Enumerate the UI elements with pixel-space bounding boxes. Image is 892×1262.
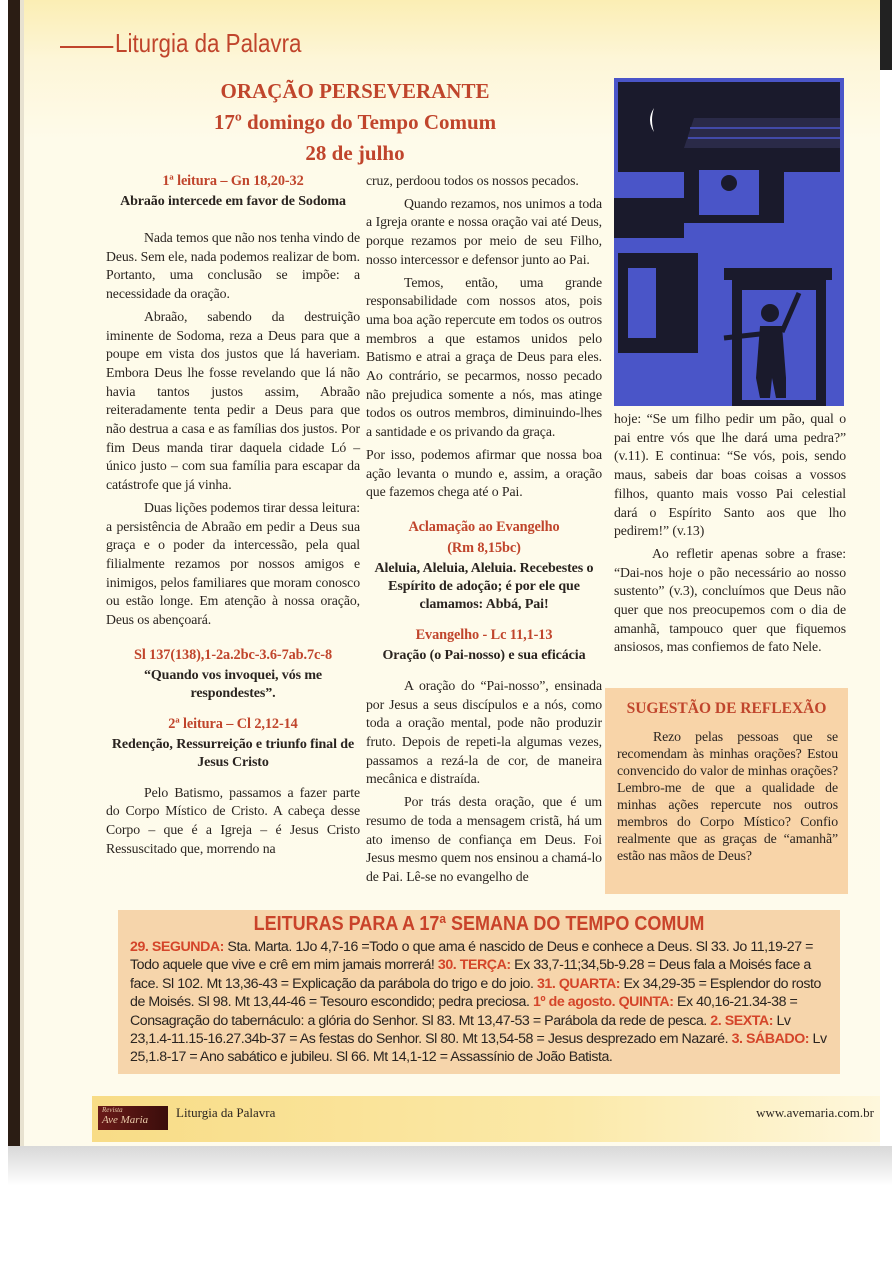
spacer	[106, 703, 360, 715]
paragraph: Nada temos que não nos tenha vindo de Deus. Sem ele, nada podemos realizar de bom. Portanto, uma conclusão se impõe: a necessidade da oração.	[106, 230, 360, 302]
illustration-man-at-door-night	[614, 78, 844, 406]
section-header	[60, 28, 301, 59]
day-label: 31. QUARTA:	[536, 975, 621, 992]
gospel-heading: Evangelho - Lc 11,1-13	[415, 626, 553, 643]
reading2-title: Redenção, Ressurreição e triunfo final de Jesus Cristo	[111, 736, 355, 770]
day-label: 1º de agosto. QUINTA:	[532, 994, 674, 1011]
ave-maria-logo	[98, 1106, 168, 1130]
reflection-title: SUGESTÃO DE REFLEXÃO	[626, 700, 827, 717]
acclamation-heading: Aclamação ao Evangelho	[408, 518, 560, 535]
acclamation-ref: (Rm 8,15bc)	[447, 539, 521, 556]
column-2	[366, 172, 602, 891]
gospel-title: Oração (o Pai-nosso) e sua eficácia	[382, 647, 586, 663]
spacer	[366, 665, 602, 677]
day-label: 2. SEXTA:	[710, 1012, 773, 1029]
paragraph: Ao refletir apenas sobre a frase: “Dai-nos hoje o pão necessário ao nosso sustento” (v.3), concluímos que Deus não quer que nos preocupemos com o dia de amanhã, tampouco quer que fiquemos ansiosos, mas confiemos de fato Nele.	[614, 545, 846, 655]
footer-section-label: Liturgia da Palavra	[176, 1105, 276, 1120]
logo-small-text: Revista	[102, 1106, 123, 1114]
binding-edge-light	[20, 0, 24, 1150]
paragraph: cruz, perdoou todos os nossos pecados.	[366, 173, 579, 188]
paragraph: Por trás desta oração, que é um resumo de toda a mensagem cristã, há um ato imenso de confiança em Deus. Foi Jesus mesmo quem nos ensinou a chamá-lo de Pai. Lê-se no evangelho de	[366, 794, 602, 884]
weekly-readings-title: LEITURAS PARA A 17ª SEMANA DO TEMPO COMUM	[253, 913, 705, 935]
reading2-heading: 2ª leitura – Cl 2,12-14	[168, 715, 298, 732]
column-1	[106, 172, 360, 863]
section-title: Liturgia da Palavra	[115, 28, 302, 58]
reflection-text: Rezo pelas pessoas que se recomendam às minhas orações? Estou convencido do valor de minhas orações? Lembro-me de que a qualidade de minhas ações repercute nos outros membros do Corpo Místico? Confio realmente que as graças de “amanhã” estão nas mãos de Deus?	[617, 729, 838, 863]
reading1-heading: 1ª leitura – Gn 18,20-32	[162, 173, 304, 189]
reflection-box	[605, 688, 848, 894]
psalm-response: “Quando vos invoquei, vós me respondestes”.	[143, 667, 323, 701]
paragraph: Temos, então, uma grande responsabilidade com nossos atos, pois uma boa ação repercute em todos os outros membros a que estamos unidos pelo Batismo e atrai a graça de Deus para eles. Ao contrário, se pecarmos, nosso pecado não prejudica somente a nós, mas atinge todos os outros membros, diminuindo-lhes a santidade e os privando da graça.	[366, 274, 602, 440]
day-text: Lv 23,1.4-11.15-16.27.34b-37 = As festas do Senhor. Sl 80. Mt 13,54-58 = Jesus desprezado em Nazaré.	[130, 1012, 791, 1048]
psalm-heading: Sl 137(138),1-2a.2bc-3.6-7ab.7c-8	[133, 646, 333, 663]
paragraph: Quando rezamos, nos unimos a toda a Igreja orante e nossa oração vai até Deus, porque rezamos por meio de seu Filho, nosso intercessor e defensor junto ao Pai.	[366, 195, 602, 267]
spacer	[106, 772, 360, 784]
spacer	[366, 614, 602, 626]
weekly-readings-box	[118, 910, 840, 1074]
spacer	[106, 211, 360, 229]
footer-url: www.avemaria.com.br	[756, 1105, 874, 1120]
spacer	[366, 506, 602, 518]
day-label: 29. SEGUNDA:	[130, 939, 224, 955]
paragraph: hoje: “Se um filho pedir um pão, qual o pai entre vós que lhe dará uma pedra?” (v.11). E continua: “Se vós, pois, sendo maus, sabeis dar boas coisas a vossos filhos, quanto mais vosso Pai celestial dará o Espírito Santo aos que lho pedirem!” (v.13)	[614, 411, 846, 539]
day-text: Ex 34,29-35 = Esplendor do rosto de Moisés. Sl 98. Mt 13,44-46 = Tesouro escondido; pedra preciosa.	[130, 975, 821, 1011]
day-text: Lv 25,1.8-17 = Ano sabático e jubileu. Sl 66. Mt 14,1-12 = Assassínio de João Batista.	[130, 1031, 827, 1066]
day-text: Ex 40,16-21.34-38 = Consagração do tabernáculo: a glória do Senhor. Sl 83. Mt 13,47-53 = Parábola da rede de pesca.	[130, 994, 798, 1029]
column-3	[614, 410, 846, 661]
scan-shadow	[8, 1146, 892, 1262]
day-text: Ex 33,7-11;34,5b-9.28 = Deus fala a Moisés face a face. Sl 102. Mt 13,36-43 = Explicação da parábola do trigo e do joio.	[130, 957, 811, 992]
spacer	[106, 634, 360, 646]
weekly-readings-text	[130, 938, 830, 1067]
sunday-title: 17º domingo do Tempo Comum	[213, 110, 497, 134]
paragraph: A oração do “Pai-nosso”, ensinada por Jesus a seus discípulos e a nós, como toda a oração mental, pode não produzir fruto. Depois de repeti-la algumas vezes, passamos a rezá-la de cor, de maneira mecânica e distraída.	[366, 677, 602, 787]
reading1-title: Abraão intercede em favor de Sodoma	[120, 194, 346, 209]
article-titles	[160, 76, 550, 169]
paragraph: Pelo Batismo, passamos a fazer parte do Corpo Místico de Cristo. A cabeça desse Corpo – que é a Igreja – é Jesus Cristo Ressuscitado que, morrendo na	[106, 784, 360, 856]
page-edge	[880, 0, 892, 70]
header-rule	[60, 46, 113, 48]
article-title: ORAÇÃO PERSEVERANTE	[220, 79, 490, 103]
binding-edge	[8, 0, 20, 1150]
day-label: 3. SÁBADO:	[731, 1031, 810, 1048]
paragraph: Duas lições podemos tirar dessa leitura: a persistência de Abraão em pedir a Deus sua graça e o poder da intercessão, pela qual filialmente rezamos por nossos amigos e inimigos, pelos familiares que moram conosco ou estão longe. Em atenção à nossa oração, Deus os abençoará.	[106, 499, 360, 628]
paragraph: Abraão, sabendo da destruição iminente de Sodoma, reza a Deus para que a poupe em vista dos justos que lá haveriam. Embora Deus lhe fosse revelando que lá não havia tantos justos assim, Abraão reiteradamente tenta pedir a Deus para que não destrua a casa e as famílias dos justos. Por fim Deus manda tirar daquela cidade Ló – único justo – com sua família para escapar da catástrofe que já vinha.	[106, 308, 360, 493]
day-label: 30. TERÇA:	[437, 957, 511, 974]
paragraph: Por isso, podemos afirmar que nossa boa ação levanta o mundo e, assim, a oração que fazemos chega até o Pai.	[366, 446, 602, 500]
logo-text: Ave Maria	[102, 1114, 149, 1126]
day-text: Sta. Marta. 1Jo 4,7-16 =Todo o que ama é nascido de Deus e conhece a Deus. Sl 33. Jo 11,19-27 = Todo aquele que vive e crê em mim jamais morrerá!	[130, 939, 814, 974]
acclamation-text: Aleluia, Aleluia, Aleluia. Recebestes o Espírito de adoção; é por ele que clamamos: Abbá, Pai!	[374, 560, 594, 612]
date-title: 28 de julho	[305, 141, 405, 165]
